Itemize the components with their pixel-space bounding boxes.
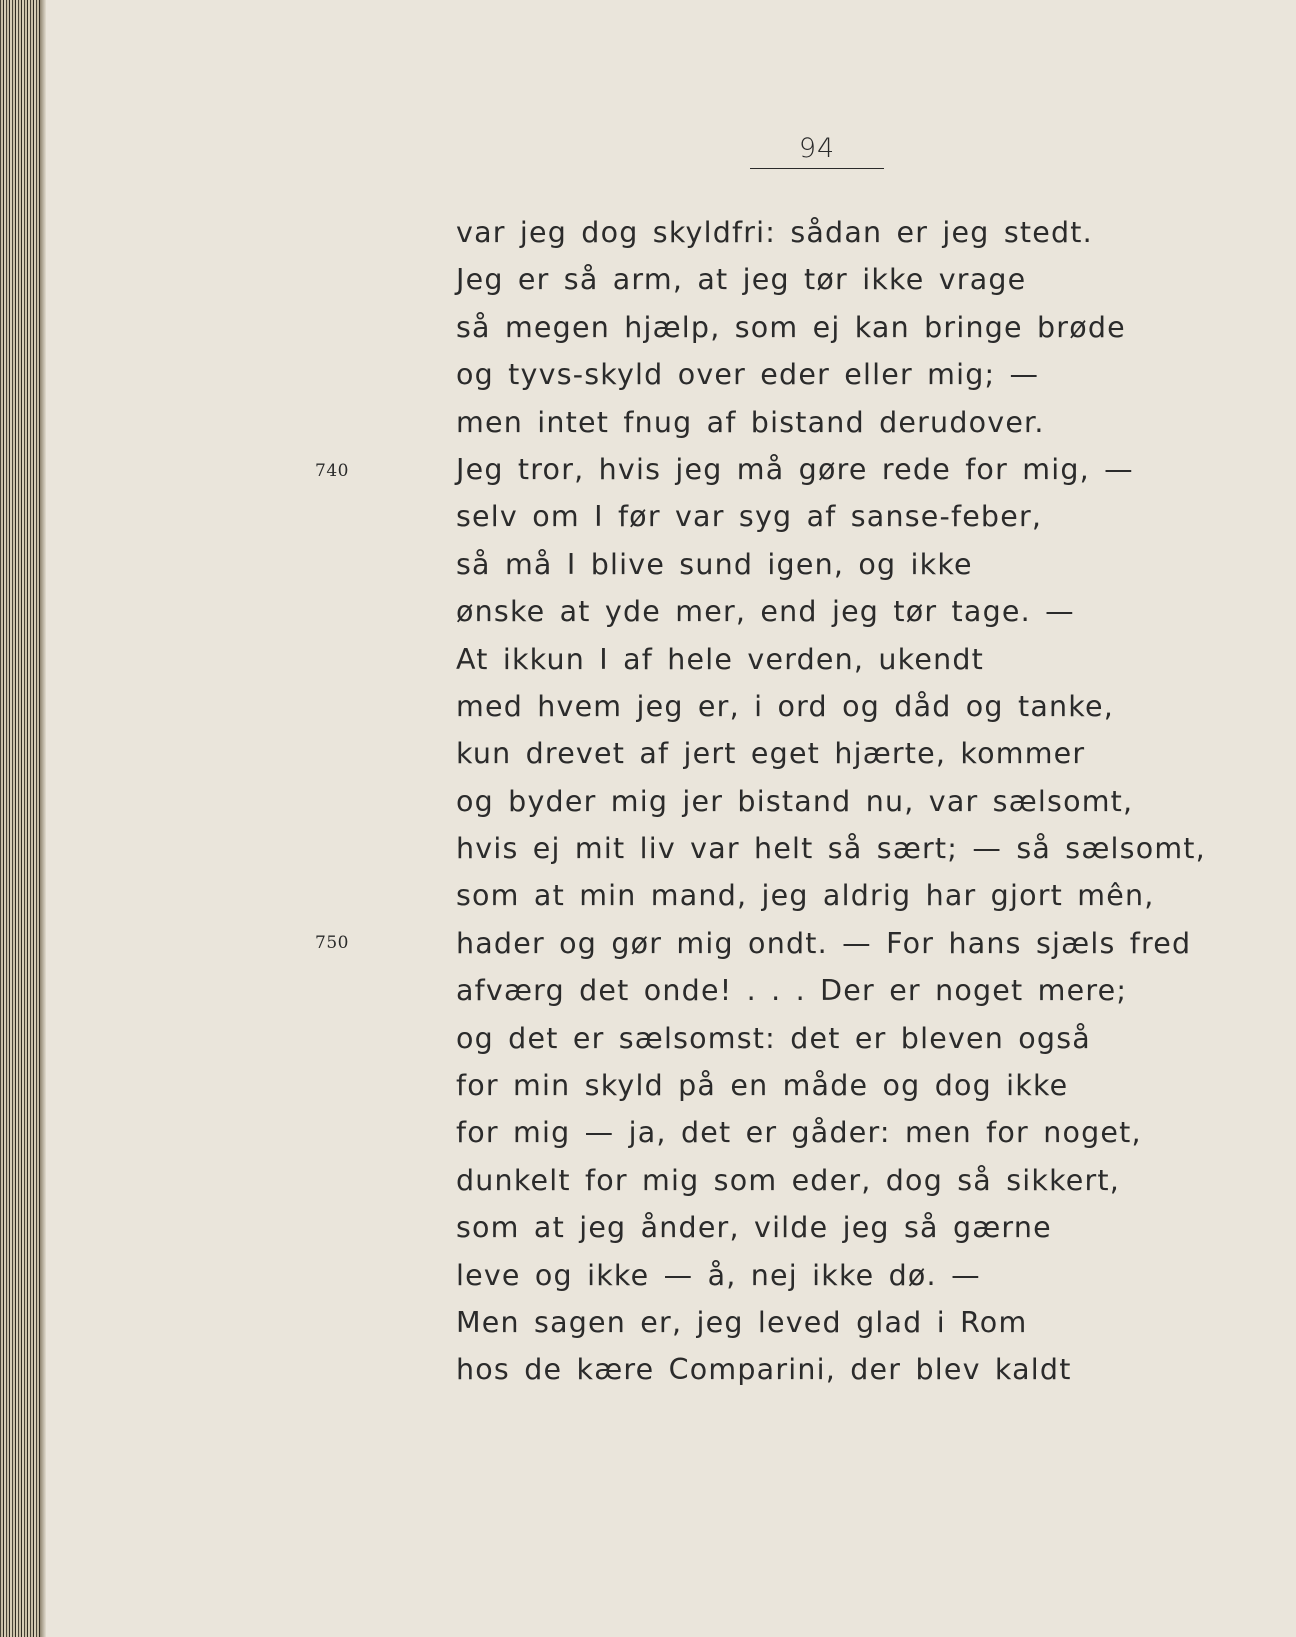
verse-line: ønske at yde mer, end jeg tør tage. —	[456, 595, 1075, 629]
verse-line: Jeg er så arm, at jeg tør ikke vrage	[456, 263, 1027, 297]
verse-line: så må I blive sund igen, og ikke	[456, 547, 973, 581]
verse-line: kun drevet af jert eget hjærte, kommer	[456, 737, 1086, 771]
verse-line: men intet fnug af bistand derudover.	[456, 405, 1045, 439]
verse-line: dunkelt for mig som eder, dog så sikkert,	[456, 1163, 1121, 1197]
verse-line: som at min mand, jeg aldrig har gjort mên,	[456, 879, 1155, 913]
verse-line: med hvem jeg er, i ord og dåd og tanke,	[456, 689, 1114, 723]
verse-line: og det er sælsomst: det er bleven også	[456, 1021, 1091, 1055]
verse-line: hos de kære Comparini, der blev kaldt	[456, 1353, 1072, 1387]
verse-line: og byder mig jer bistand nu, var sælsomt,	[456, 784, 1134, 818]
verse-line: Men sagen er, jeg leved glad i Rom	[456, 1305, 1028, 1339]
verse-line: og tyvs-skyld over eder eller mig; —	[456, 358, 1040, 392]
verse-line: hader og gør mig ondt. — For hans sjæls fred	[456, 926, 1192, 960]
verse-line: for mig — ja, det er gåder: men for noget,	[456, 1116, 1142, 1150]
verse-line: som at jeg ånder, vilde jeg så gærne	[456, 1211, 1052, 1245]
verse-line: leve og ikke — å, nej ikke dø. —	[456, 1258, 981, 1292]
page-number: 94	[750, 132, 884, 169]
verse-line: At ikkun I af hele verden, ukendt	[456, 642, 985, 676]
verse-line: for min skyld på en måde og dog ikke	[456, 1069, 1069, 1103]
verse-line: hvis ej mit liv var helt så sært; — så sælsomt,	[456, 832, 1206, 866]
verse-line: Jeg tror, hvis jeg må gøre rede for mig, —	[456, 452, 1134, 486]
line-number-740: 740	[315, 461, 349, 481]
verse-line: afværg det onde! . . . Der er noget mere;	[456, 974, 1128, 1008]
verse-line: så megen hjælp, som ej kan bringe brøde	[456, 310, 1126, 344]
line-number-750: 750	[315, 933, 349, 953]
verse-line: selv om I før var syg af sanse-feber,	[456, 500, 1043, 534]
verse-line: var jeg dog skyldfri: sådan er jeg stedt.	[456, 216, 1093, 249]
verse-text	[456, 209, 1206, 1394]
page-edges	[0, 0, 46, 1637]
